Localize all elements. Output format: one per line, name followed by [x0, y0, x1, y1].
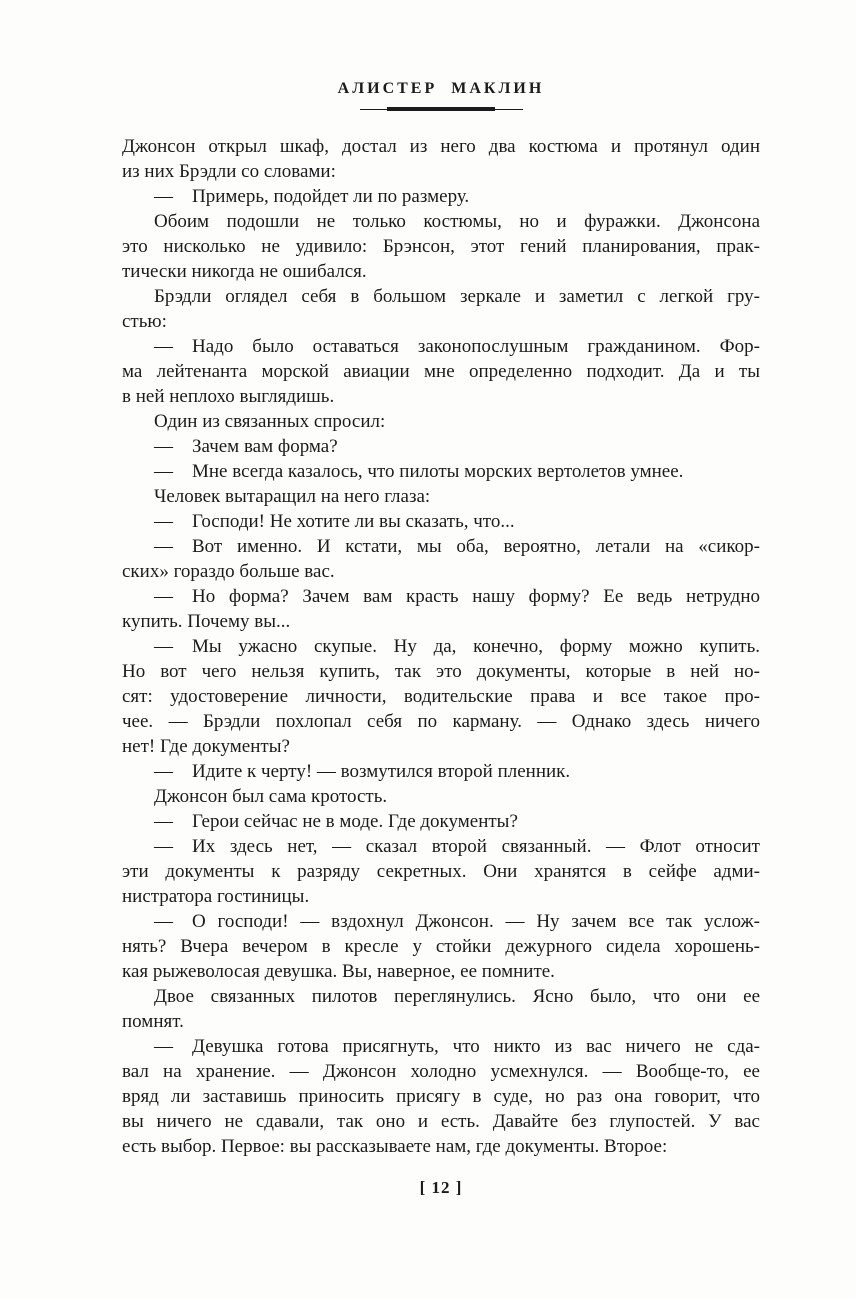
text-line: Джонсон открыл шкаф, достал из него два костюма и протянул один [122, 136, 760, 157]
paragraph [122, 759, 760, 784]
text-line: кая рыжеволосая девушка. Вы, наверное, ее помните. [122, 961, 555, 982]
paragraph [122, 1034, 760, 1159]
text-line: ма лейтенанта морской авиации мне определенно подходит. Да и ты [122, 361, 760, 382]
text-line: нет! Где документы? [122, 736, 290, 757]
paragraph [122, 209, 760, 284]
header-ornament-rule [360, 107, 523, 113]
text-line: стью: [122, 311, 167, 332]
text-line: — О господи! — вздохнул Джонсон. — Ну зачем все так услож- [154, 911, 760, 932]
text-line: — Но форма? Зачем вам красть нашу форму? Ее ведь нетрудно [154, 586, 760, 607]
text-line: вряд ли заставишь приносить присягу в суде, но раз она говорит, что [122, 1086, 760, 1107]
text-line: вал на хранение. — Джонсон холодно усмехнулся. — Вообще-то, ее [122, 1061, 760, 1082]
text-line: нять? Вчера вечером в кресле у стойки дежурного сидела хорошень- [122, 936, 760, 957]
text-line: — Примерь, подойдет ли по размеру. [154, 186, 470, 207]
text-line: — Мне всегда казалось, что пилоты морских вертолетов умнее. [154, 461, 684, 482]
paragraph [122, 784, 760, 809]
text-line: Но вот чего нельзя купить, так это документы, которые в ней но- [122, 661, 760, 682]
paragraph [122, 484, 760, 509]
text-line: — Надо было оставаться законопослушным гражданином. Фор- [154, 336, 760, 357]
paragraph [122, 509, 760, 534]
page-footer [122, 1178, 760, 1198]
text-line: вы ничего не сдавали, так оно и есть. Давайте без глупостей. У вас [122, 1111, 760, 1132]
text-line: Обоим подошли не только костюмы, но и фуражки. Джонсона [154, 211, 760, 232]
text-line: ских» гораздо больше вас. [122, 561, 335, 582]
text-line: помнят. [122, 1011, 184, 1032]
text-line: Джонсон был сама кротость. [154, 786, 388, 807]
text-line: — Мы ужасно скупые. Ну да, конечно, форму можно купить. [154, 636, 760, 657]
text-line: тически никогда не ошибался. [122, 261, 367, 282]
paragraph [122, 634, 760, 759]
paragraph [122, 459, 760, 484]
paragraph [122, 284, 760, 334]
paragraph [122, 134, 760, 184]
text-line: — Идите к черту! — возмутился второй пленник. [154, 761, 571, 782]
paragraph [122, 334, 760, 409]
paragraph [122, 434, 760, 459]
running-header-author: АЛИСТЕР МАКЛИН [337, 80, 545, 97]
text-line: — Господи! Не хотите ли вы сказать, что... [154, 511, 515, 532]
text-line: из них Брэдли со словами: [122, 161, 336, 182]
text-line: есть выбор. Первое: вы рассказываете нам, где документы. Второе: [122, 1136, 668, 1157]
paragraph [122, 534, 760, 584]
text-line: — Герои сейчас не в моде. Где документы? [154, 811, 518, 832]
paragraph [122, 409, 760, 434]
text-line: Двое связанных пилотов переглянулись. Ясно было, что они ее [154, 986, 760, 1007]
text-line: это нисколько не удивило: Брэнсон, этот гений планирования, прак- [122, 236, 760, 257]
text-line: Один из связанных спросил: [154, 411, 386, 432]
text-line: — Вот именно. И кстати, мы оба, вероятно, летали на «сикор- [154, 536, 760, 557]
text-line: нистратора гостиницы. [122, 886, 310, 907]
paragraph [122, 809, 760, 834]
paragraph [122, 909, 760, 984]
text-line: — Девушка готова присягнуть, что никто из вас ничего не сда- [154, 1036, 760, 1057]
page-number: [ 12 ] [419, 1178, 463, 1197]
text-line: сят: удостоверение личности, водительские права и все такое про- [122, 686, 760, 707]
text-line: — Зачем вам форма? [154, 436, 338, 457]
paragraph [122, 834, 760, 909]
text-line: Брэдли оглядел себя в большом зеркале и заметил с легкой гру- [154, 286, 760, 307]
page-body [122, 134, 760, 1159]
text-line: купить. Почему вы... [122, 611, 291, 632]
ornament-thick-bar [387, 107, 495, 111]
paragraph [122, 184, 760, 209]
text-line: в ней неплохо выглядишь. [122, 386, 335, 407]
page-header [122, 80, 760, 113]
text-line: эти документы к разряду секретных. Они хранятся в сейфе адми- [122, 861, 760, 882]
text-line: чее. — Брэдли похлопал себя по карману. — Однако здесь ничего [122, 711, 760, 732]
paragraph [122, 984, 760, 1034]
text-line: — Их здесь нет, — сказал второй связанный. — Флот относит [154, 836, 760, 857]
paragraph [122, 584, 760, 634]
text-line: Человек вытаращил на него глаза: [154, 486, 431, 507]
